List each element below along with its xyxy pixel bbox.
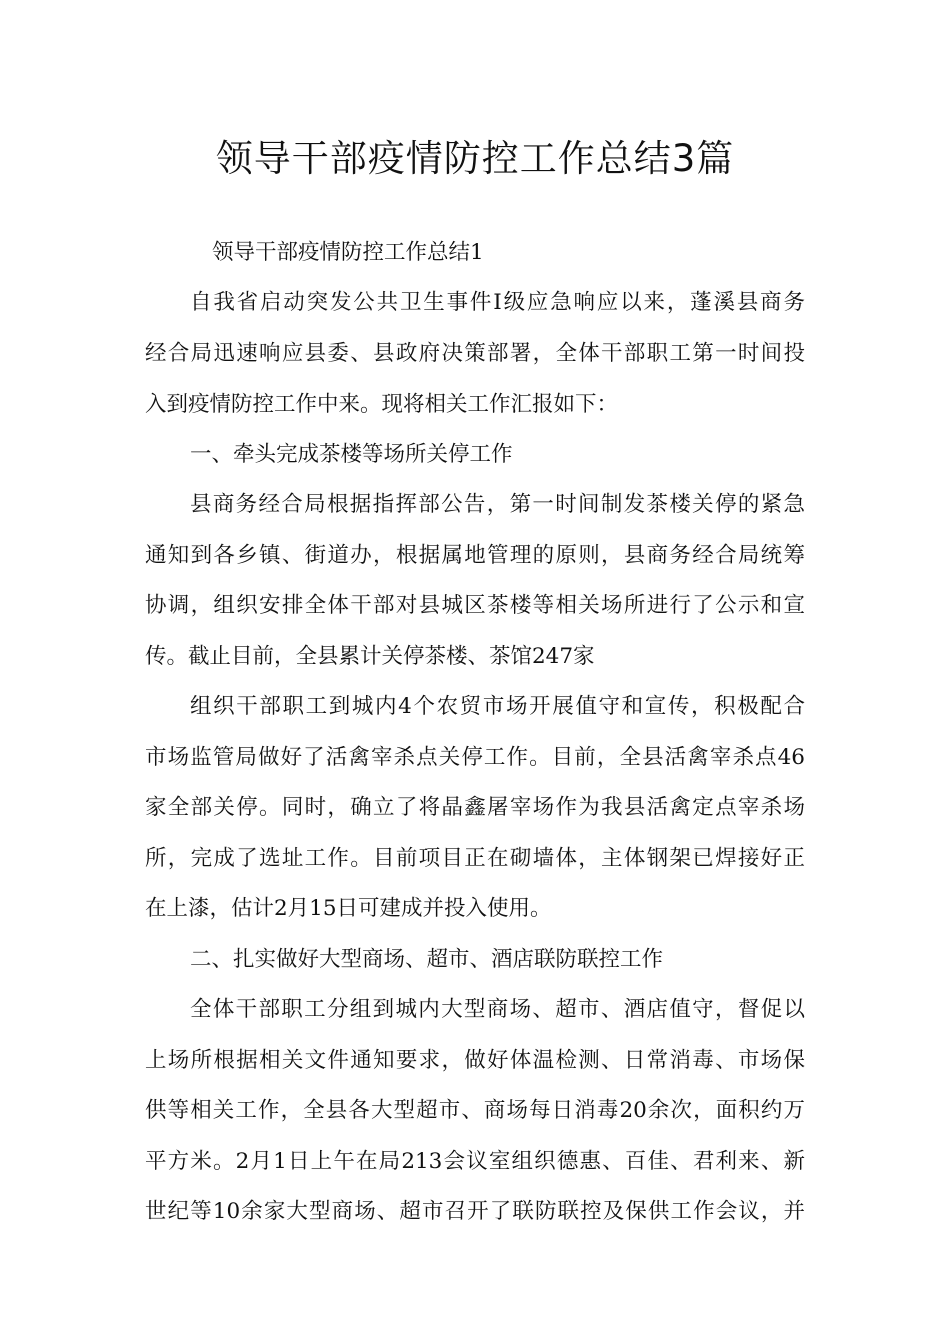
section-heading: 一、牵头完成茶楼等场所关停工作 xyxy=(190,442,513,467)
paragraph-line: 通知到各乡镇、街道办，根据属地管理的原则，县商务经合局统筹 xyxy=(145,543,805,568)
paragraph-line: 协调，组织安排全体干部对县城区茶楼等相关场所进行了公示和宣 xyxy=(145,593,805,618)
paragraph-line: 经合局迅速响应县委、县政府决策部署，全体干部职工第一时间投 xyxy=(145,341,805,366)
paragraph-line: 在上漆，估计2月15日可建成并投入使用。 xyxy=(145,896,552,921)
document-title: 领导干部疫情防控工作总结3篇 xyxy=(215,137,735,180)
paragraph-line: 市场监管局做好了活禽宰杀点关停工作。目前，全县活禽宰杀点46 xyxy=(145,745,805,770)
paragraph-line: 组织干部职工到城内4个农贸市场开展值守和宣传，积极配合 xyxy=(190,694,805,719)
paragraph-line: 入到疫情防控工作中来。现将相关工作汇报如下： xyxy=(145,392,619,417)
paragraph-line: 上场所根据相关文件通知要求，做好体温检测、日常消毒、市场保 xyxy=(145,1048,805,1073)
paragraph-line: 全体干部职工分组到城内大型商场、超市、酒店值守，督促以 xyxy=(190,997,805,1022)
paragraph-line: 供等相关工作，全县各大型超市、商场每日消毒20余次，面积约万 xyxy=(145,1098,805,1123)
section-heading: 领导干部疫情防控工作总结1 xyxy=(212,240,484,265)
paragraph-line: 传。截止目前，全县累计关停茶楼、茶馆247家 xyxy=(145,644,595,669)
paragraph-line: 平方米。2月1日上午在局213会议室组织德惠、百佳、君利来、新 xyxy=(145,1149,805,1174)
section-heading: 二、扎实做好大型商场、超市、酒店联防联控工作 xyxy=(190,947,664,972)
paragraph-line: 世纪等10余家大型商场、超市召开了联防联控及保供工作会议，并 xyxy=(145,1199,805,1224)
paragraph-line: 县商务经合局根据指挥部公告，第一时间制发茶楼关停的紧急 xyxy=(190,492,805,517)
paragraph-line: 所，完成了选址工作。目前项目正在砌墙体，主体钢架已焊接好正 xyxy=(145,846,805,871)
paragraph-line: 自我省启动突发公共卫生事件Ⅰ级应急响应以来，蓬溪县商务 xyxy=(190,290,805,315)
paragraph-line: 家全部关停。同时，确立了将晶鑫屠宰场作为我县活禽定点宰杀场 xyxy=(145,795,805,820)
